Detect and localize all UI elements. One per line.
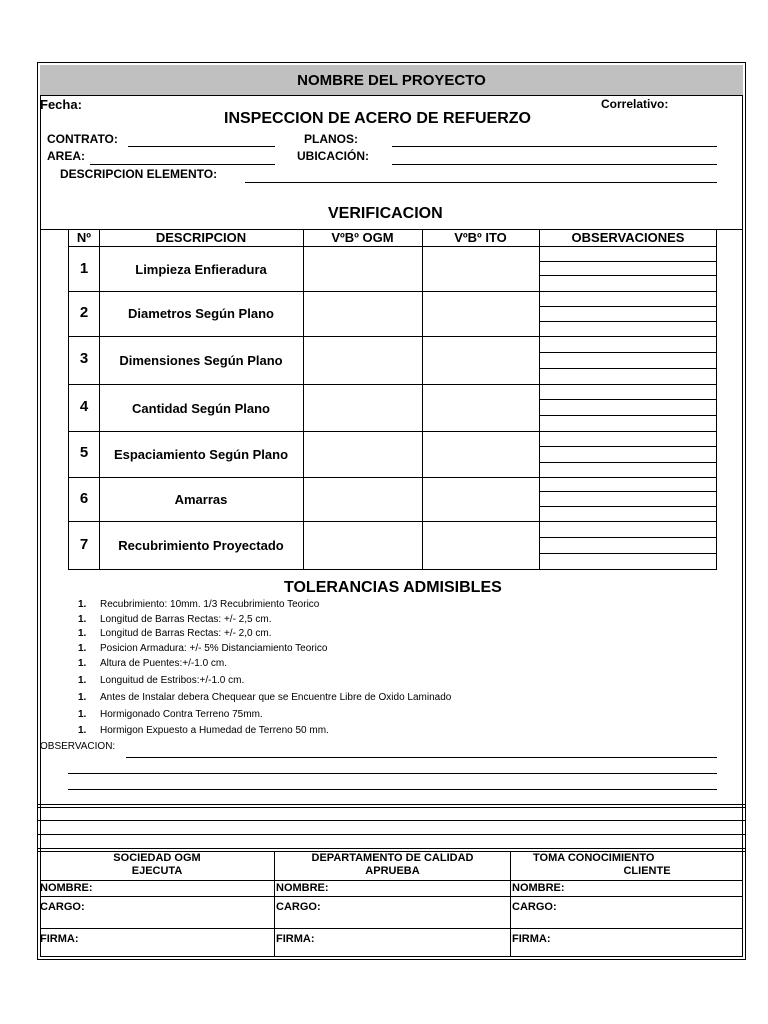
col-header-observaciones: OBSERVACIONES	[571, 230, 685, 245]
descripcion-elemento-label: DESCRIPCION ELEMENTO:	[60, 167, 218, 181]
col-divider	[303, 229, 304, 570]
tolerance-text: Recubrimiento: 10mm. 1/3 Recubrimiento Teorico	[100, 599, 320, 610]
cargo-label: CARGO:	[276, 901, 321, 913]
firma-label: FIRMA:	[40, 933, 79, 945]
band-rule	[37, 820, 746, 821]
tolerance-item	[78, 692, 451, 703]
tolerance-number: 1.	[78, 692, 87, 703]
obs-line	[539, 261, 717, 262]
obs-line	[539, 275, 717, 276]
tolerance-item	[78, 599, 319, 610]
signature-block-calidad	[275, 852, 510, 878]
tolerance-text: Altura de Puentes:+/-1.0 cm.	[100, 658, 228, 669]
tolerancias-title: TOLERANCIAS ADMISIBLES	[284, 579, 502, 596]
tolerance-item	[78, 614, 271, 625]
area-label: AREA:	[47, 149, 85, 163]
obs-line	[539, 506, 717, 507]
tolerance-text: Longuitud de Estribos:+/-1.0 cm.	[100, 675, 245, 686]
sig-subtitle: CLIENTE	[623, 865, 671, 877]
sig-title: DEPARTAMENTO DE CALIDAD	[311, 852, 474, 864]
signature-block-ogm	[40, 852, 274, 878]
obs-line	[539, 321, 717, 322]
tolerance-text: Antes de Instalar debera Chequear que se Encuentre Libre de Oxido Laminado	[100, 692, 452, 703]
obs-line	[539, 306, 717, 307]
observacion-line[interactable]	[68, 789, 717, 790]
descripcion-elemento-field[interactable]	[245, 182, 717, 183]
row-rule	[68, 431, 717, 432]
ubicacion-field[interactable]	[392, 164, 717, 165]
obs-line	[539, 491, 717, 492]
tolerance-text: Hormigon Expuesto a Humedad de Terreno 50 mm.	[100, 725, 329, 736]
nombre-label: NOMBRE:	[512, 882, 565, 894]
tolerance-number: 1.	[78, 628, 87, 639]
tolerance-text: Hormigonado Contra Terreno 75mm.	[100, 709, 263, 720]
band-rule	[37, 807, 746, 808]
row-description: Recubrimiento Proyectado	[118, 538, 284, 553]
col-header-num: Nº	[76, 230, 92, 245]
sig-title: SOCIEDAD OGM	[113, 852, 201, 864]
tolerance-item	[78, 658, 227, 669]
band-rule	[37, 848, 746, 849]
sig-rule	[40, 896, 743, 897]
row-description: Dimensiones Según Plano	[119, 353, 283, 368]
nombre-label: NOMBRE:	[40, 882, 93, 894]
row-rule	[68, 336, 717, 337]
row-number: 7	[79, 536, 89, 553]
col-divider	[99, 229, 100, 570]
obs-line	[539, 537, 717, 538]
correlativo-label: Correlativo:	[601, 97, 669, 111]
row-rule	[68, 521, 717, 522]
obs-line	[539, 352, 717, 353]
sig-title: TOMA CONOCIMIENTO	[533, 852, 655, 864]
col-header-descripcion: DESCRIPCION	[155, 230, 247, 245]
tolerance-number: 1.	[78, 658, 87, 669]
tolerance-number: 1.	[78, 599, 87, 610]
tolerance-number: 1.	[78, 725, 87, 736]
obs-line	[539, 415, 717, 416]
planos-field[interactable]	[392, 146, 717, 147]
col-header-vb-ito: VºBº ITO	[454, 230, 507, 245]
verificacion-title: VERIFICACION	[328, 205, 443, 222]
row-rule	[68, 384, 717, 385]
contrato-field[interactable]	[128, 146, 275, 147]
tolerance-number: 1.	[78, 643, 87, 654]
tolerance-item	[78, 643, 327, 654]
form-title: INSPECCION DE ACERO DE REFUERZO	[224, 110, 531, 127]
obs-line	[539, 553, 717, 554]
tolerance-item	[78, 725, 329, 736]
tolerance-item	[78, 709, 263, 720]
cargo-label: CARGO:	[40, 901, 85, 913]
sig-subtitle: EJECUTA	[131, 865, 183, 877]
row-number: 4	[79, 398, 89, 415]
obs-line	[539, 368, 717, 369]
cargo-label: CARGO:	[512, 901, 557, 913]
firma-label: FIRMA:	[512, 933, 551, 945]
row-description: Espaciamiento Según Plano	[113, 447, 289, 462]
row-number: 5	[79, 444, 89, 461]
obs-line	[539, 399, 717, 400]
tolerance-number: 1.	[78, 614, 87, 625]
tolerance-text: Longitud de Barras Rectas: +/- 2,5 cm.	[100, 614, 272, 625]
row-rule	[68, 291, 717, 292]
row-description: Limpieza Enfieradura	[135, 262, 267, 277]
firma-label: FIRMA:	[276, 933, 315, 945]
row-rule	[68, 477, 717, 478]
observacion-line[interactable]	[126, 757, 717, 758]
observacion-line[interactable]	[68, 773, 717, 774]
row-number: 2	[79, 304, 89, 321]
nombre-label: NOMBRE:	[276, 882, 329, 894]
sig-subtitle: APRUEBA	[365, 865, 420, 877]
col-divider	[422, 229, 423, 570]
band-rule	[37, 804, 746, 805]
col-header-vb-ogm: VºBº OGM	[331, 230, 394, 245]
project-name: NOMBRE DEL PROYECTO	[40, 65, 743, 96]
signature-block-cliente	[511, 852, 743, 878]
area-field[interactable]	[90, 164, 275, 165]
row-number: 6	[79, 490, 89, 507]
tolerance-text: Posicion Armadura: +/- 5% Distanciamiento Teorico	[100, 643, 328, 654]
tolerance-item	[78, 628, 271, 639]
row-number: 3	[79, 350, 89, 367]
row-number: 1	[79, 260, 89, 277]
planos-label: PLANOS:	[304, 132, 358, 146]
obs-line	[539, 462, 717, 463]
sig-rule	[40, 928, 743, 929]
tolerance-number: 1.	[78, 709, 87, 720]
tolerance-number: 1.	[78, 675, 87, 686]
fecha-label: Fecha:	[40, 97, 82, 112]
row-description: Diametros Según Plano	[128, 306, 274, 321]
sig-rule	[40, 880, 743, 881]
ubicacion-label: UBICACIÓN:	[297, 149, 369, 163]
contrato-label: CONTRATO:	[47, 132, 118, 146]
row-description: Amarras	[174, 492, 228, 507]
observacion-label: OBSERVACION:	[40, 741, 116, 752]
tolerance-text: Longitud de Barras Rectas: +/- 2,0 cm.	[100, 628, 272, 639]
band-rule	[37, 834, 746, 835]
row-description: Cantidad Según Plano	[132, 401, 270, 416]
obs-line	[539, 446, 717, 447]
tolerance-item	[78, 675, 244, 686]
